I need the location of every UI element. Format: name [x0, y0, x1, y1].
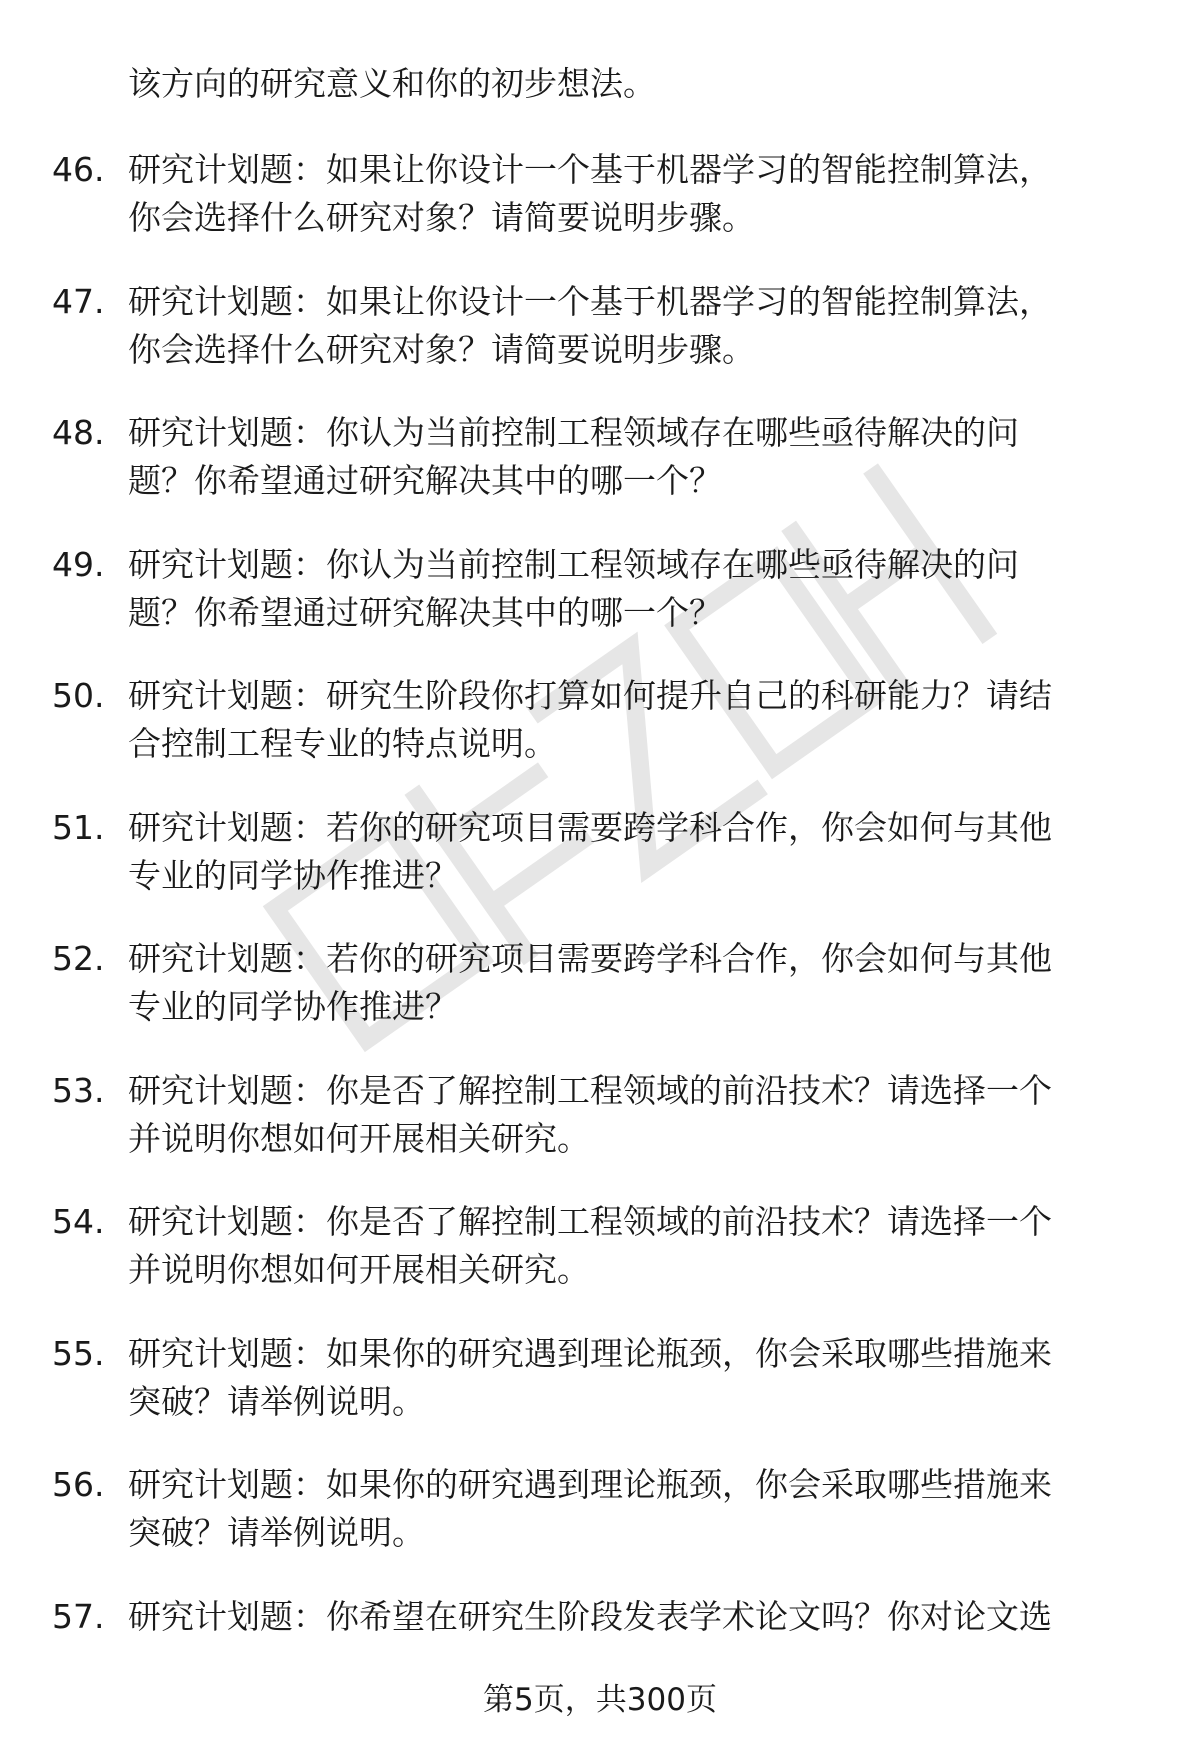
question-text-line: 研究计划题：你希望在研究生阶段发表学术论文吗？你对论文选 [128, 1596, 1052, 1636]
question-text-line: 研究计划题：如果你的研究遇到理论瓶颈，你会采取哪些措施来 [128, 1465, 1052, 1504]
question-text [128, 541, 1138, 637]
question-item [0, 409, 1200, 541]
question-number: 48. [52, 413, 105, 452]
question-text [128, 1461, 1138, 1557]
question-text [128, 1593, 1138, 1641]
question-text-line: 题？你希望通过研究解决其中的哪一个？ [128, 461, 722, 500]
question-text-line: 研究计划题：如果让你设计一个基于机器学习的智能控制算法， [128, 150, 1052, 189]
question-text [128, 1067, 1138, 1163]
question-item [0, 1330, 1200, 1462]
question-text-line: 研究计划题：研究生阶段你打算如何提升自己的科研能力？请结 [128, 676, 1052, 715]
question-text [128, 1330, 1138, 1426]
question-item [0, 1461, 1200, 1593]
question-item [0, 672, 1200, 804]
question-text-line: 研究计划题：若你的研究项目需要跨学科合作，你会如何与其他 [128, 939, 1052, 978]
question-item [0, 146, 1200, 278]
question-text-line: 专业的同学协作推进？ [128, 855, 458, 895]
question-text-line: 研究计划题：如果你的研究遇到理论瓶颈，你会采取哪些措施来 [128, 1333, 1052, 1373]
question-text-line: 研究计划题：你认为当前控制工程领域存在哪些亟待解决的问 [128, 544, 1019, 584]
question-number: 51. [52, 807, 105, 847]
question-text [128, 935, 1138, 1031]
question-text-line: 并说明你想如何开展相关研究。 [128, 1118, 590, 1158]
question-item [0, 541, 1200, 673]
question-text [128, 804, 1138, 900]
question-text-line: 突破？请举例说明。 [128, 1381, 425, 1421]
question-number: 49. [52, 544, 105, 584]
question-text-line: 你会选择什么研究对象？请简要说明步骤。 [128, 198, 755, 237]
question-text-line: 研究计划题：你认为当前控制工程领域存在哪些亟待解决的问 [128, 413, 1019, 452]
question-text-line: 研究计划题：你是否了解控制工程领域的前沿技术？请选择一个 [128, 1070, 1052, 1110]
question-text-line: 题？你希望通过研究解决其中的哪一个？ [128, 592, 722, 632]
question-text-line: 并说明你想如何开展相关研究。 [128, 1250, 590, 1289]
question-number: 56. [52, 1465, 105, 1504]
continuation-text: 该方向的研究意义和你的初步想法。 [128, 64, 656, 103]
question-text-line: 研究计划题：如果让你设计一个基于机器学习的智能控制算法， [128, 281, 1052, 321]
question-number: 46. [52, 150, 105, 189]
question-item [0, 1067, 1200, 1199]
question-text-line: 研究计划题：若你的研究项目需要跨学科合作，你会如何与其他 [128, 807, 1052, 847]
question-text [128, 278, 1138, 374]
question-text-line: 专业的同学协作推进？ [128, 987, 458, 1026]
question-item [0, 278, 1200, 410]
question-text-line: 合控制工程专业的特点说明。 [128, 724, 557, 763]
question-number: 53. [52, 1070, 105, 1110]
question-item [0, 935, 1200, 1067]
question-list [0, 146, 1200, 1724]
question-number: 47. [52, 281, 105, 321]
question-number: 54. [52, 1202, 105, 1241]
question-text [128, 409, 1138, 505]
question-text-line: 突破？请举例说明。 [128, 1513, 425, 1552]
question-number: 57. [52, 1596, 105, 1636]
question-item [0, 1198, 1200, 1330]
question-text [128, 1198, 1138, 1294]
question-text-line: 你会选择什么研究对象？请简要说明步骤。 [128, 329, 755, 369]
page-footer: 第5页，共300页 [483, 1682, 717, 1718]
question-text [128, 146, 1138, 242]
question-number: 55. [52, 1333, 105, 1373]
question-text [128, 672, 1138, 768]
question-item [0, 804, 1200, 936]
question-number: 50. [52, 676, 105, 715]
question-text-line: 研究计划题：你是否了解控制工程领域的前沿技术？请选择一个 [128, 1202, 1052, 1241]
question-number: 52. [52, 939, 105, 978]
